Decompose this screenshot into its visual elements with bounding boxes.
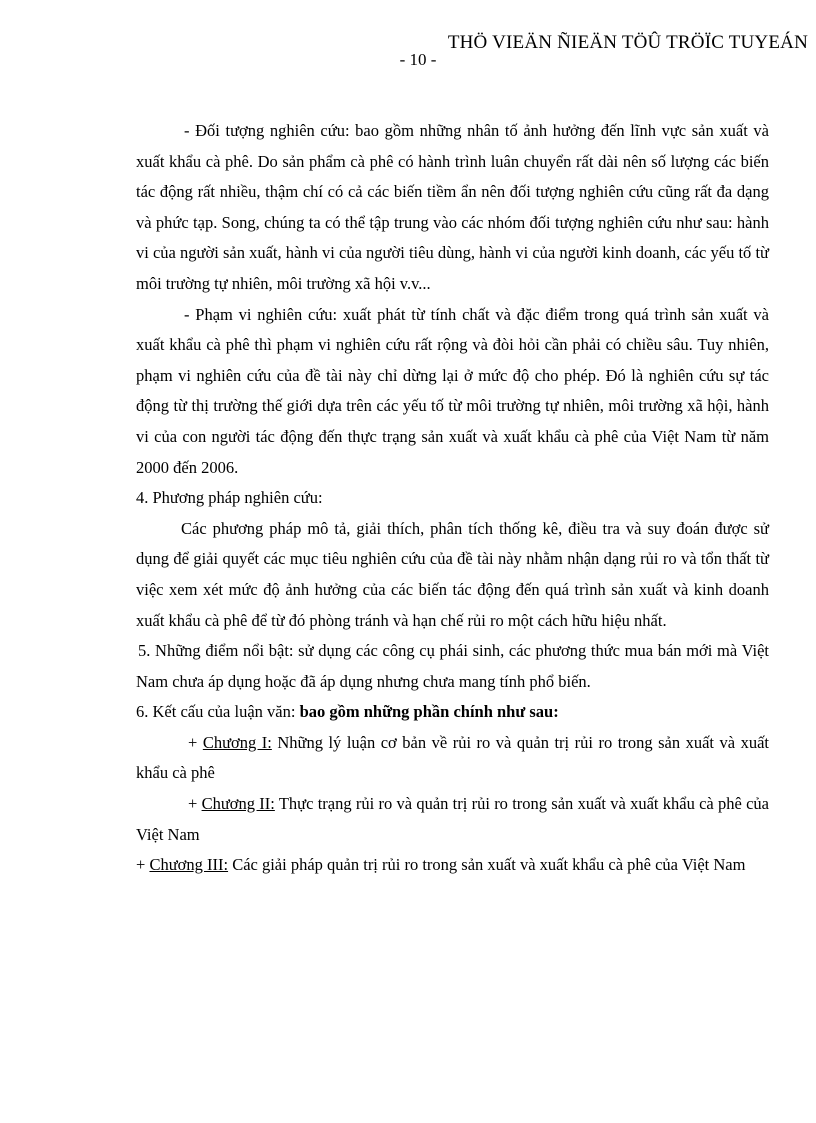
chapter-2-text: Thực trạng rủi ro và quản trị rủi ro trong sản xuất và xuất khẩu cà phê của Việt Nam — [136, 794, 770, 844]
library-watermark: THÖ VIEÄN ÑIEÄN TÖÛ TRÖÏC TUYEÁN — [447, 32, 808, 53]
chapter-1-item — [136, 728, 769, 789]
chapter-1-label: Chương I: — [202, 732, 272, 752]
page-number: - 10 - — [399, 50, 437, 69]
structure-prefix: 6. Kết cấu của luận văn: — [136, 702, 300, 722]
chapter-bullet: + — [188, 794, 202, 814]
chapter-2-label: Chương II: — [201, 794, 275, 814]
paragraph-highlights: 5. Những điểm nổi bật: sử dụng các công cụ phái sinh, các phương thức mua bán mới mà Việt Nam chưa áp dụng hoặc đã áp dụng nhưng chưa mang tính phổ biến. — [136, 641, 769, 691]
chapter-1-text: Những lý luận cơ bản về rủi ro và quản trị rủi ro trong sản xuất và xuất khẩu cà phê — [136, 732, 769, 783]
chapter-bullet: + — [188, 732, 203, 752]
chapter-2-item — [136, 789, 769, 850]
document-body — [136, 116, 769, 881]
chapter-3-label: Chương III: — [149, 855, 229, 875]
paragraph-research-scope: - Phạm vi nghiên cứu: xuất phát từ tính chất và đặc điểm trong quá trình sản xuất và xuất khẩu cà phê thì phạm vi nghiên cứu rất rộng và đòi hỏi cần phải có chiều sâu. Tuy nhiên, phạm vi nghiên cứu của đề tài này chỉ dừng lại ở mức độ cho phép. Đó là nghiên cứu sự tác động từ thị trường thế giới dựa trên các yếu tố từ môi trường tự nhiên, môi trường xã hội, hành vi của con người tác động đến thực trạng sản xuất và xuất khẩu cà phê của Việt Nam từ năm 2000 đến 2006. — [136, 304, 769, 477]
paragraph-research-subject: - Đối tượng nghiên cứu: bao gồm những nhân tố ảnh hưởng đến lĩnh vực sản xuất và xuất khẩu cà phê. Do sản phẩm cà phê có hành trình luân chuyển rất dài nên số lượng các biến tác động rất nhiều, thậm chí có cả các biến tiềm ẩn nên đối tượng nghiên cứu cũng rất đa dạng và phức tạp. Song, chúng ta có thể tập trung vào các nhóm đối tượng nghiên cứu như sau: hành vi của người sản xuất, hành vi của người tiêu dùng, hành vi của người kinh doanh, các yếu tố từ môi trường tự nhiên, môi trường xã hội v.v... — [136, 121, 769, 293]
chapter-3-item — [136, 850, 769, 881]
paragraph-structure — [136, 697, 769, 728]
heading-research-method: 4. Phương pháp nghiên cứu: — [136, 488, 323, 508]
structure-bold-text: bao gồm những phần chính như sau: — [299, 702, 559, 722]
paragraph-research-method: Các phương pháp mô tả, giải thích, phân tích thống kê, điều tra và suy đoán được sử dụng để giải quyết các mục tiêu nghiên cứu của đề tài này nhằm nhận dạng rủi ro và tổn thất từ việc xem xét mức độ ảnh hưởng của các biến tác động đến quá trình sản xuất và kinh doanh xuất khẩu cà phê để từ đó phòng tránh và hạn chế rủi ro một cách hữu hiệu nhất. — [136, 518, 769, 630]
chapter-3-text: Các giải pháp quản trị rủi ro trong sản xuất và xuất khẩu cà phê của Việt Nam — [228, 855, 746, 875]
chapter-bullet: + — [136, 855, 150, 875]
